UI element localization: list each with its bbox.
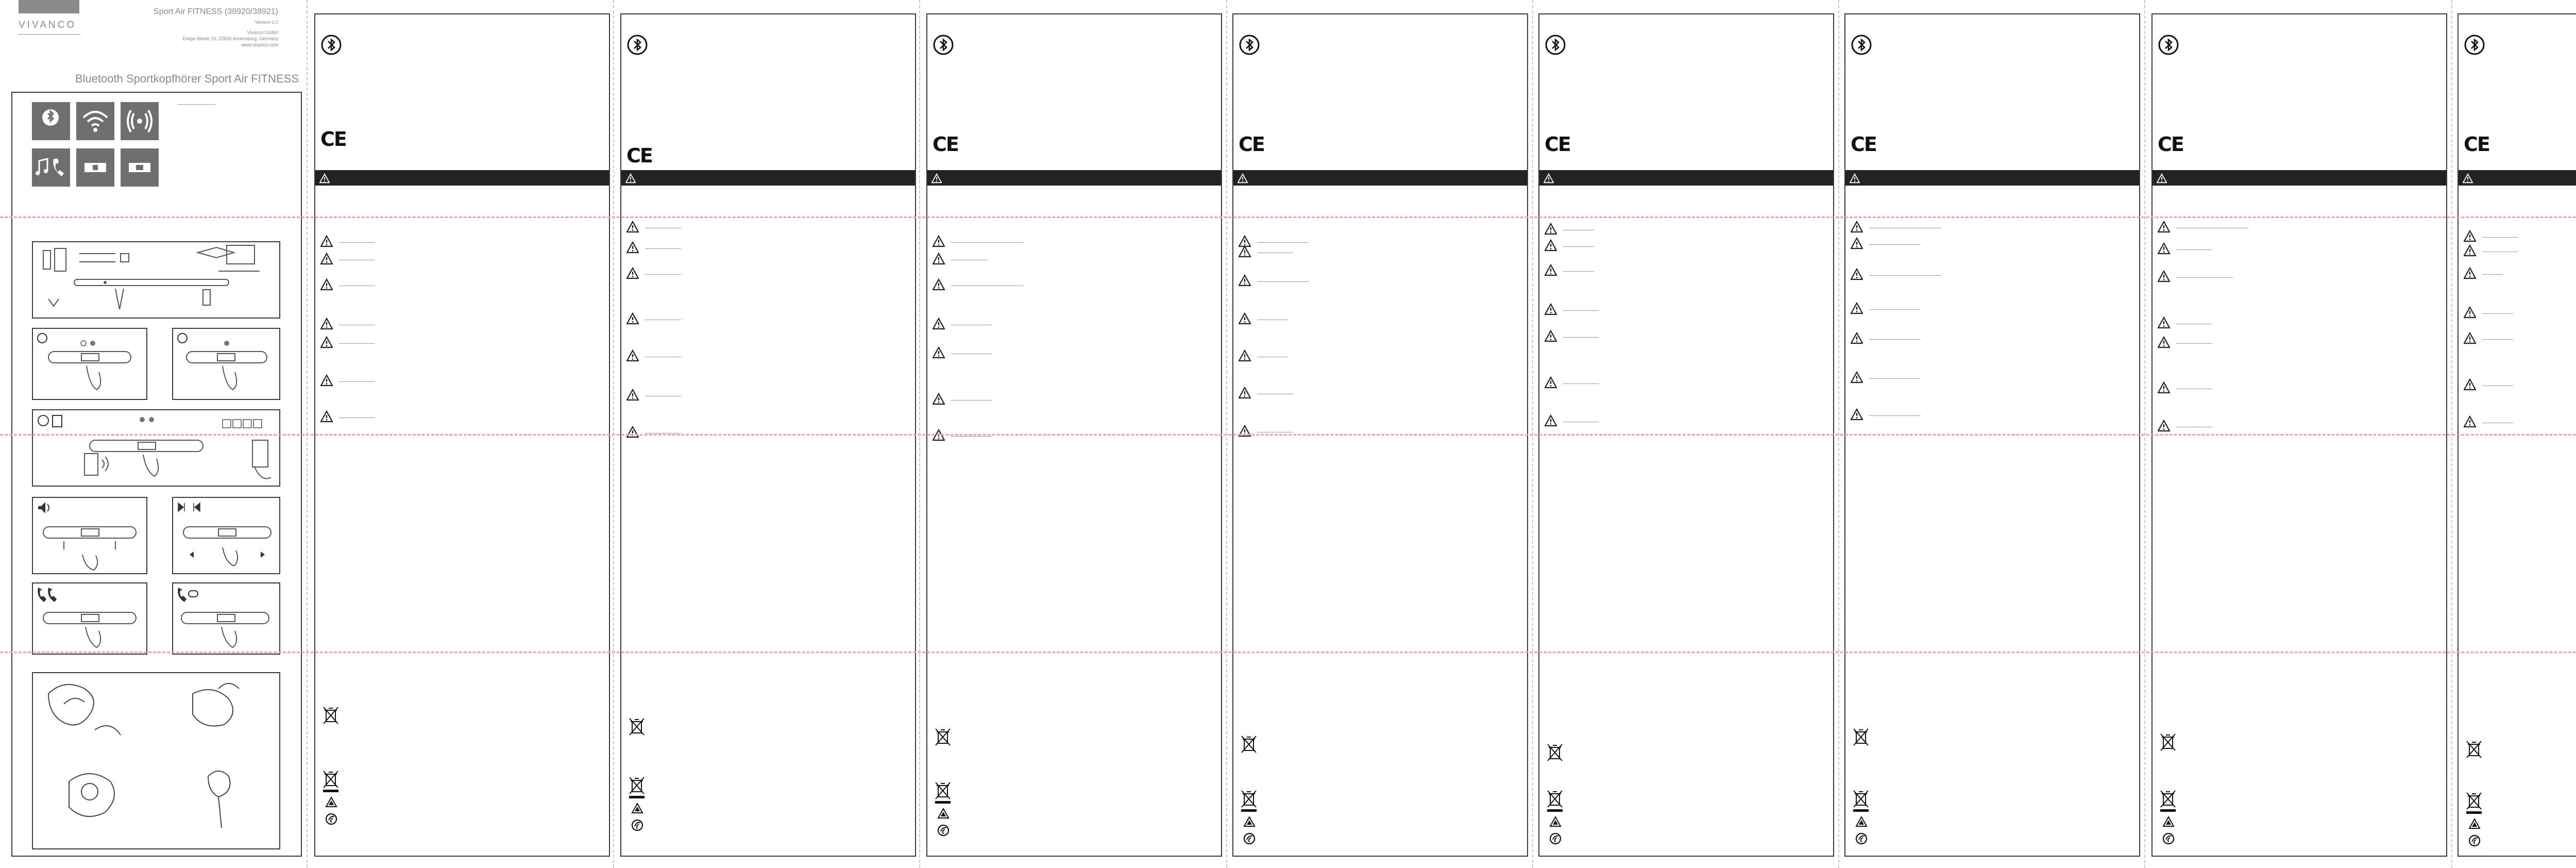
warning-triangle-icon [1239,274,1251,287]
volume-illustration [33,498,146,573]
safety-warning-item [2158,316,2170,331]
warning-triangle-icon [320,374,333,387]
warning-text-line [1869,415,1921,416]
warning-text-line [2176,343,2212,344]
instruction-panel [11,92,302,857]
fold-line-bottom [0,652,2576,653]
safety-warning-item [320,410,333,425]
safety-warning-item [1545,414,1557,429]
bluetooth-icon [1851,34,1872,56]
warning-triangle-icon [626,241,639,254]
overview-caption-line [177,104,215,105]
bluetooth-icon [1545,34,1566,56]
warning-text-line [2482,313,2513,314]
safety-warning-item [1851,332,1863,347]
warning-triangle-icon [626,312,639,325]
bluetooth-icon [2158,34,2179,56]
warning-triangle-icon [2464,332,2476,344]
warning-triangle-icon [1239,312,1251,325]
crossed-out-bin-icon [934,728,952,750]
safety-warning-item [1851,371,1863,386]
power-off-illustration [173,329,279,399]
safety-header-bar [621,170,915,186]
warning-triangle-icon [1545,303,1557,315]
music-call-icon [32,148,70,187]
safety-warning-item [933,235,945,250]
safety-warning-item [1239,274,1251,289]
warning-text-line [2482,274,2503,275]
company-website: www.vivanco.com [241,42,278,47]
warning-text-line [2482,237,2518,238]
safety-header-bar [315,170,609,186]
ce-mark: CE [626,144,652,167]
warning-text-line [645,274,681,275]
safety-warning-item [2158,270,2170,285]
warning-triangle-icon [626,221,639,233]
warning-text-line [1869,339,1921,340]
music-call-tile [32,148,70,187]
crossed-out-bin-icon [1852,728,1870,750]
crossed-out-bin-icon [1546,743,1564,766]
crossed-out-bin-icon [1240,790,1258,812]
green-dot-icon [2162,832,2175,845]
header-block [0,7,278,47]
crossed-out-bin-icon [2159,733,2177,756]
crossed-out-bin-icon [321,706,340,729]
bluetooth-icon [626,34,648,56]
warning-triangle-icon [1239,349,1251,362]
warning-text-line [1563,383,1599,384]
safety-warning-item [933,318,945,332]
recycle-icon [2468,817,2481,831]
warning-triangle-icon [320,318,333,330]
safety-header-bar [1539,170,1833,186]
warning-triangle-icon [1238,173,1248,183]
bluetooth-icon [320,34,342,56]
crossed-out-bin-icon [1546,790,1564,812]
fold-line-middle [0,434,2576,436]
green-dot-icon [631,819,644,832]
warning-triangle-icon [626,389,639,401]
warning-text-line [1869,378,1921,379]
warning-triangle-icon [1239,387,1251,399]
warning-triangle-icon [933,253,945,265]
warning-text-line [1563,310,1599,311]
warning-triangle-icon [1545,239,1557,252]
safety-warning-item [626,312,639,327]
recycle-icon [325,796,338,809]
safety-warning-item [1545,239,1557,254]
warning-text-line [2482,339,2513,340]
warning-text-line [1869,244,1921,245]
warning-text-line [1869,275,1941,276]
safety-warning-item [626,426,639,441]
figure-power-on [32,328,147,400]
warning-triangle-icon [320,235,333,247]
call-answer-illustration [33,583,146,654]
ce-mark: CE [1851,133,1876,156]
company-address: Ewige Weide 15, 22926 Ahrensburg, Germany [182,36,278,41]
safety-warning-item [1851,237,1863,252]
warning-triangle-icon [933,393,945,405]
safety-header-bar [2459,170,2576,186]
warning-triangle-icon [626,426,639,438]
figure-tracks [172,497,280,574]
safety-warning-item [1239,387,1251,402]
warning-triangle-icon [933,346,945,359]
safety-warning-item [1239,349,1251,364]
figure-power-off [172,328,280,400]
ce-mark: CE [2158,133,2183,156]
recycle-icon [2162,815,2175,829]
safety-header-bar [927,170,1221,186]
warning-triangle-icon [320,253,333,265]
recycle-icon [1549,815,1562,829]
warning-triangle-icon [931,173,942,183]
version-label: Version 1.0 [255,20,278,25]
warning-triangle-icon [2464,230,2476,242]
warning-triangle-icon [1545,223,1557,235]
safety-warning-item [1851,408,1863,423]
warning-text-line [1563,337,1599,338]
safety-warning-item [626,221,639,236]
warning-triangle-icon [625,173,636,183]
ce-mark: CE [1239,133,1264,156]
warning-triangle-icon [626,349,639,362]
company-name: Vivanco GmbH [247,30,278,35]
warning-triangle-icon [2464,415,2476,428]
pairing-illustration [33,410,279,486]
crossed-out-bin-icon [934,781,952,804]
green-dot-icon [1855,832,1868,845]
warning-text-line [1563,271,1594,272]
battery-full-icon [121,148,159,187]
figure-call-reject [172,582,280,655]
crossed-out-bin-icon [1852,790,1870,812]
main-title: Bluetooth Sportkopfhörer Sport Air FITNESS [75,72,299,85]
safety-warning-item [1545,303,1557,318]
safety-header-bar [2153,170,2446,186]
warning-triangle-icon [1851,332,1863,344]
recycle-icon [1243,815,1256,829]
warning-triangle-icon [2158,270,2170,282]
track-skip-icon [178,503,200,511]
green-dot-icon [937,824,950,837]
warning-triangle-icon [320,336,333,348]
warning-text-line [2176,249,2212,250]
warning-triangle-icon [2464,306,2476,319]
green-dot-icon [1549,832,1562,845]
ce-mark: CE [933,133,958,156]
warning-triangle-icon [2464,267,2476,279]
safety-warning-item [626,389,639,404]
warning-text-line [951,242,1023,243]
safety-header-bar [1233,170,1527,186]
safety-warning-item [2464,332,2476,347]
brand-logo-text: VIVANCO [19,20,77,30]
safety-warning-item [626,241,639,256]
crossed-out-bin-icon [321,770,340,793]
warning-triangle-icon [2158,242,2170,255]
safety-warning-item [933,393,945,408]
ce-mark: CE [1545,133,1570,156]
recycle-icon [937,807,950,821]
warning-triangle-icon [2464,244,2476,257]
wifi-icon [76,102,114,140]
warning-text-line [339,242,375,243]
radio-waves-icon [121,102,159,140]
safety-warning-item [626,349,639,364]
crossed-out-bin-icon [1240,735,1258,758]
phone-reject-icon [178,588,187,602]
safety-warning-item [320,235,333,250]
safety-warning-item [1545,330,1557,345]
safety-warning-item [2158,336,2170,351]
safety-warning-item [1239,425,1251,440]
bluetooth-tile [32,102,70,140]
warning-triangle-icon [1851,302,1863,314]
radio-waves-tile [121,102,159,140]
warning-triangle-icon [1851,268,1863,280]
warning-triangle-icon [319,173,330,183]
safety-warning-item [1851,221,1863,236]
warning-triangle-icon [2158,316,2170,329]
safety-warning-item [2464,378,2476,393]
warning-triangle-icon [2158,221,2170,233]
warning-triangle-icon [1545,414,1557,427]
safety-warning-item [2158,221,2170,236]
battery-low-tile [76,148,114,187]
safety-warning-item [2158,381,2170,396]
safety-warning-item [933,253,945,268]
ear-tips-illustration [33,673,279,848]
warning-text-line [645,248,681,249]
volume-icon [38,502,45,513]
bluetooth-icon [933,34,954,56]
safety-warning-item [1851,268,1863,283]
safety-warning-item [626,267,639,282]
crossed-out-bin-icon [2465,740,2483,763]
safety-warning-item [320,318,333,332]
warning-triangle-icon [2158,336,2170,348]
warning-text-line [1257,242,1309,243]
warning-triangle-icon [1545,376,1557,389]
safety-warning-item [933,278,945,293]
safety-warning-item [2464,415,2476,430]
ce-mark: CE [2464,133,2489,156]
safety-warning-item [2158,242,2170,257]
phone-call-icon [38,588,57,602]
safety-warning-item [320,253,333,268]
safety-warning-item [1545,376,1557,391]
warning-triangle-icon [1851,371,1863,383]
figure-ear-tips [32,672,280,849]
safety-warning-item [2464,244,2476,259]
warning-triangle-icon [2158,420,2170,432]
crossed-out-bin-icon [628,776,646,799]
warning-triangle-icon [1851,408,1863,421]
warning-triangle-icon [2464,378,2476,391]
warning-triangle-icon [1850,173,1860,183]
safety-header-bar [1845,170,2139,186]
battery-low-icon [76,148,114,187]
figure-call-answer [32,582,147,655]
battery-full-tile [121,148,159,187]
safety-warning-item [2464,306,2476,321]
crossed-out-bin-icon [2159,790,2177,812]
warning-triangle-icon [320,410,333,423]
ce-mark: CE [320,128,346,151]
warning-triangle-icon [1851,221,1863,233]
crossed-out-bin-icon [2465,792,2483,814]
bluetooth-icon [2464,34,2485,56]
warning-text-line [1257,281,1309,282]
figure-pairing [32,409,280,487]
recycle-icon [631,802,644,815]
warning-triangle-icon [933,318,945,330]
warning-triangle-icon [1239,245,1251,258]
figure-volume [32,497,147,574]
safety-warning-item [933,429,945,444]
bluetooth-icon [32,102,70,140]
warning-triangle-icon [1544,173,1554,183]
warning-triangle-icon [320,278,333,291]
green-dot-icon [1243,832,1256,845]
warning-triangle-icon [933,278,945,291]
product-line: Sport Air FITNESS (38920/38921) [154,7,278,16]
safety-warning-item [320,374,333,389]
safety-warning-item [2158,420,2170,435]
warning-text-line [339,381,375,382]
safety-warning-item [1545,223,1557,238]
power-on-illustration [33,329,146,399]
safety-warning-item [2464,230,2476,245]
power-icon [38,333,47,343]
figure-charging [32,241,280,319]
warning-triangle-icon [2463,173,2473,183]
safety-warning-item [933,346,945,361]
warning-triangle-icon [1851,237,1863,249]
call-reject-illustration [173,583,279,654]
warning-triangle-icon [1545,330,1557,342]
warning-text-line [2176,277,2233,278]
tracks-illustration [173,498,279,573]
recycle-icon [1855,815,1868,829]
warning-triangle-icon [2157,173,2167,183]
warning-text-line [339,343,375,344]
safety-warning-item [320,278,333,293]
warning-triangle-icon [2158,381,2170,394]
warning-text-line [1563,246,1594,247]
bluetooth-pair-icon [38,415,48,426]
safety-warning-item [320,336,333,351]
bluetooth-icon [1239,34,1260,56]
warning-text-line [1869,309,1921,310]
safety-warning-item [1851,302,1863,317]
safety-warning-item [1545,264,1557,279]
fold-line-top [0,216,2576,218]
warning-triangle-icon [626,267,639,279]
warning-text-line [951,436,992,437]
green-dot-icon [325,812,338,826]
charging-illustration [33,242,279,318]
crossed-out-bin-icon [628,717,646,740]
wifi-tile [76,102,114,140]
safety-warning-item [1239,312,1251,327]
green-dot-icon [2468,834,2481,847]
warning-triangle-icon [933,235,945,247]
safety-warning-item [2464,267,2476,282]
warning-triangle-icon [1545,264,1557,276]
safety-warning-item [1239,245,1251,260]
